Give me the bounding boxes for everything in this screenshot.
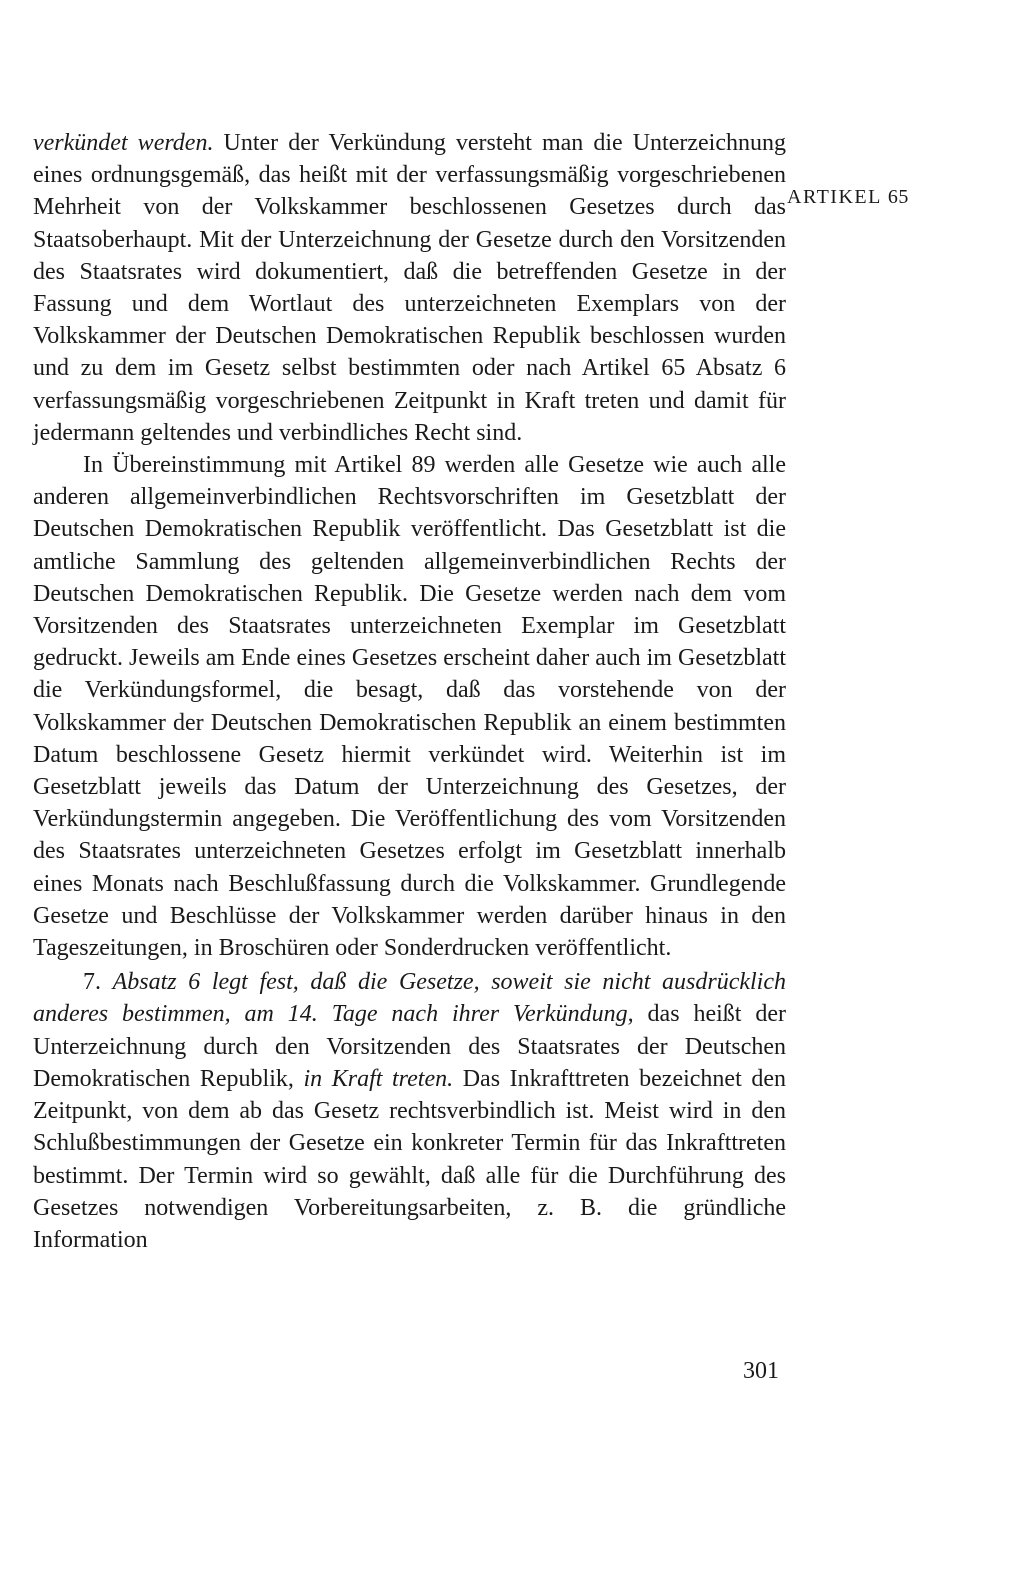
paragraph-3-text-a: das heißt der Unterzeichnung durch den Vorsitzenden des Staatsrates der Deutschen Demokratischen Republik, [33,1001,786,1092]
paragraph-3-italic-b: in Kraft treten. [303,1065,454,1092]
margin-note-label: ARTIKEL [787,186,882,208]
margin-note-article [787,186,909,209]
body-text [33,127,786,1256]
paragraph-3-text-b: Das Inkrafttreten bezeichnet den Zeitpunkt, von dem ab das Gesetz rechtsverbindlich ist. Meist wird in den Schlußbestimmungen der Gesetze ein konkreter Termin für das Inkrafttreten bestimmt. Der Termin wird so gewählt, daß alle für die Durchführung des Gesetzes notwendigen Vorbereitungsarbeiten, z. B. die gründliche Information [33,1065,786,1253]
paragraph-3-number: 7. [83,969,113,996]
margin-note-number: 65 [887,186,909,208]
paragraph-3 [33,966,786,1256]
page-number: 301 [743,1358,779,1384]
paragraph-1-italic-lead: verkündet werden. [33,130,214,156]
paragraph-1 [33,127,786,449]
paragraph-2-text: In Übereinstimmung mit Artikel 89 werden alle Gesetze wie auch alle anderen allgemeinverbindlichen Rechtsvorschriften im Gesetzblatt der Deutschen Demokratischen Republik veröffentlicht. Das Gesetzblatt ist die amtliche Sammlung des geltenden allgemeinverbindlichen Rechts der Deutschen Demokratischen Republik. Die Gesetze werden nach dem vom Vorsitzenden des Staatsrates unterzeichneten Exemplar im Gesetzblatt gedruckt. Jeweils am Ende eines Gesetzes erscheint daher auch im Gesetzblatt die Verkündungsformel, die besagt, daß das vorstehende von der Volkskammer der Deutschen Demokratischen Republik an einem bestimmten Datum beschlossene Gesetz hiermit verkündet wird. Weiterhin ist im Gesetzblatt jeweils das Datum der Unterzeichnung des Gesetzes, der Verkündungstermin angegeben. Die Veröffentlichung des vom Vorsitzenden des Staatsrates unterzeichneten Gesetzes erfolgt im Gesetzblatt innerhalb eines Monats nach Beschlußfassung durch die Volkskammer. Grundlegende Gesetze und Beschlüsse der Volkskammer werden darüber hinaus in den Tageszeitungen, in Broschüren oder Sonderdrucken veröffentlicht. [33,452,786,962]
paragraph-1-text: Unter der Verkündung versteht man die Unterzeichnung eines ordnungsgemäß, das heißt mit der verfassungsmäßig vorgeschriebenen Mehrheit von der Volkskammer beschlossenen Gesetzes durch das Staatsoberhaupt. Mit der Unterzeichnung der Gesetze durch den Vorsitzenden des Staatsrates wird dokumentiert, daß die betreffenden Gesetze in der Fassung und dem Wortlaut des unterzeichneten Exemplars von der Volkskammer der Deutschen Demokratischen Republik beschlossen wurden und zu dem im Gesetz selbst bestimmten oder nach Artikel 65 Absatz 6 verfassungsmäßig vorgeschriebenen Zeitpunkt in Kraft treten und damit für jedermann geltendes und verbindliches Recht sind. [33,130,786,446]
paragraph-2 [33,449,786,964]
paragraph-3-italic-a: Absatz 6 legt fest, daß die Gesetze, soweit sie nicht ausdrücklich anderes bestimmen, am 14. Tage nach ihrer Verkündung, [33,969,786,1028]
